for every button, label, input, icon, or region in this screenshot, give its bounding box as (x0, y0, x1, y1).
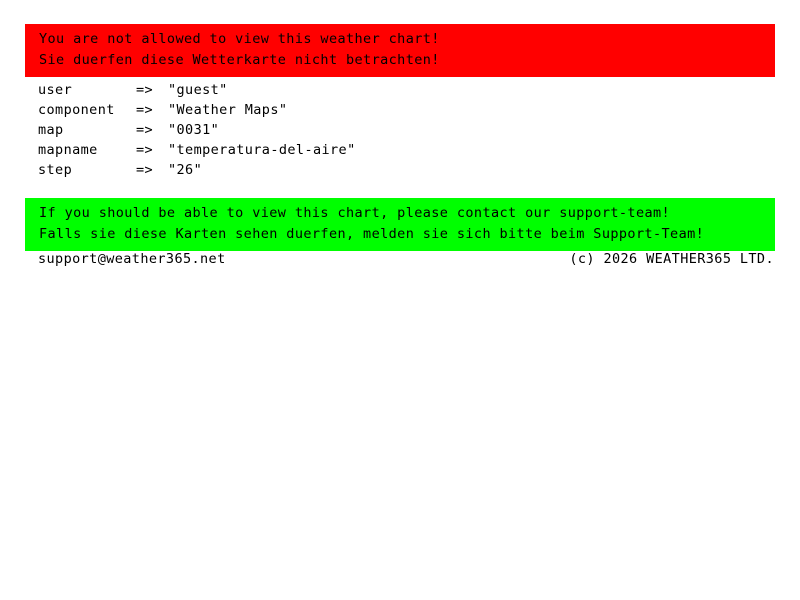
parameter-list (38, 80, 758, 180)
parameter-key: user (38, 82, 73, 98)
parameter-arrow: => (136, 102, 154, 118)
info-banner (25, 198, 775, 251)
footer (38, 250, 774, 268)
parameter-value: "26" (168, 162, 203, 178)
error-banner-line-de: Sie duerfen diese Wetterkarte nicht betrachten! (39, 52, 440, 68)
parameter-row-component (38, 100, 758, 120)
parameter-value: "guest" (168, 82, 228, 98)
parameter-row-map (38, 120, 758, 140)
error-banner (25, 24, 775, 77)
parameter-arrow: => (136, 142, 154, 158)
parameter-key: step (38, 162, 73, 178)
parameter-value: "0031" (168, 122, 220, 138)
parameter-arrow: => (136, 122, 154, 138)
parameter-row-step (38, 160, 758, 180)
parameter-key: component (38, 102, 115, 118)
parameter-arrow: => (136, 82, 154, 98)
parameter-key: mapname (38, 142, 98, 158)
info-banner-line-de: Falls sie diese Karten sehen duerfen, melden sie sich bitte beim Support-Team! (39, 226, 705, 242)
parameter-key: map (38, 122, 64, 138)
parameter-row-user (38, 80, 758, 100)
error-banner-line-en: You are not allowed to view this weather chart! (39, 31, 440, 47)
parameter-value: "temperatura-del-aire" (168, 142, 356, 158)
copyright-text: (c) 2026 WEATHER365 LTD. (569, 251, 774, 267)
parameter-value: "Weather Maps" (168, 102, 288, 118)
parameter-arrow: => (136, 162, 154, 178)
info-banner-line-en: If you should be able to view this chart, please contact our support-team! (39, 205, 671, 221)
parameter-row-mapname (38, 140, 758, 160)
support-email-link[interactable]: support@weather365.net (38, 251, 226, 267)
